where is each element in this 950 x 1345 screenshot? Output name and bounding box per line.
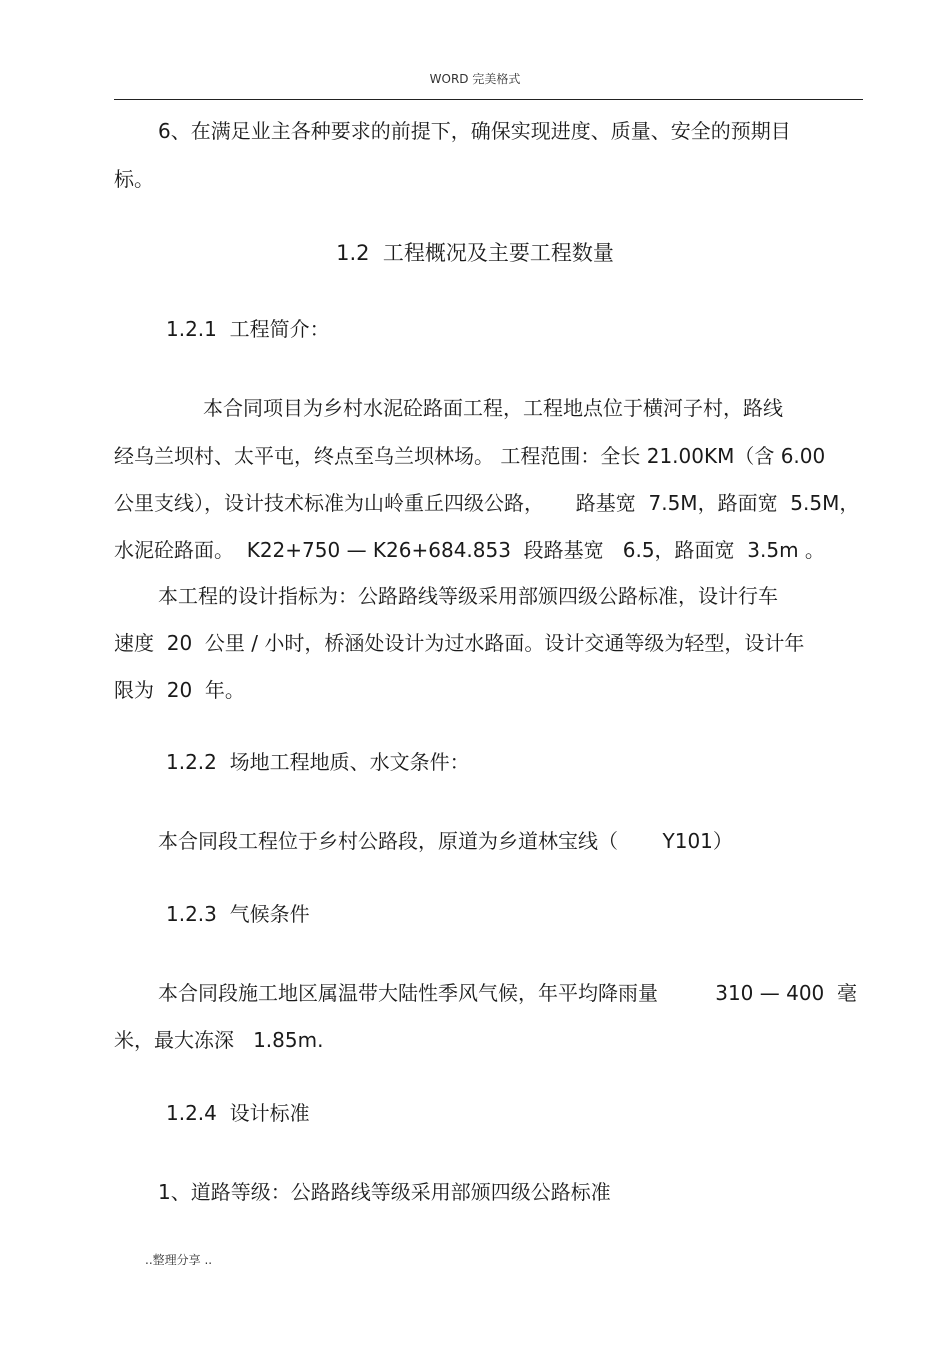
subsection-heading: 1.2.1 工程简介： (166, 317, 330, 341)
paragraph-line: 本合同段工程位于乡村公路段，原道为乡道林宝线（ Y101） (158, 829, 733, 853)
paragraph-line: 限为 20 年。 (114, 678, 245, 702)
paragraph-line: 本合同项目为乡村水泥砼路面工程，工程地点位于横河子村，路线 (203, 396, 783, 420)
page-header: WORD 完美格式 (429, 72, 521, 86)
paragraph-line: 公里支线），设计技术标准为山岭重丘四级公路， 路基宽 7.5M，路面宽 5.5M， (114, 491, 860, 515)
section-heading: 1.2 工程概况及主要工程数量 (336, 241, 614, 265)
paragraph-line: 米，最大冻深 1.85m. (114, 1028, 324, 1052)
paragraph-line: 6、在满足业主各种要求的前提下，确保实现进度、质量、安全的预期目 (158, 119, 791, 143)
paragraph-line: 经乌兰坝村、太平屯，终点至乌兰坝林场。 工程范围：全长 21.00KM（含 6.00 (114, 444, 826, 468)
subsection-heading: 1.2.2 场地工程地质、水文条件： (166, 750, 470, 774)
paragraph-line: 标。 (114, 167, 154, 191)
paragraph-line: 本工程的设计指标为：公路路线等级采用部颁四级公路标准，设计行车 (158, 584, 778, 608)
paragraph-line: 1、道路等级：公路路线等级采用部颁四级公路标准 (158, 1180, 611, 1204)
paragraph-line: 水泥砼路面。 K22+750 — K26+684.853 段路基宽 6.5，路面宽 3.5m 。 (114, 538, 825, 562)
subsection-heading: 1.2.4 设计标准 (166, 1101, 310, 1125)
paragraph-line: 速度 20 公里 / 小时，桥涵处设计为过水路面。设计交通等级为轻型，设计年 (114, 631, 805, 655)
header-divider (114, 99, 863, 100)
subsection-heading: 1.2.3 气候条件 (166, 902, 310, 926)
paragraph-line: 本合同段施工地区属温带大陆性季风气候，年平均降雨量 310 — 400 毫 (158, 981, 857, 1005)
page-footer: ..整理分享 .. (145, 1253, 213, 1267)
